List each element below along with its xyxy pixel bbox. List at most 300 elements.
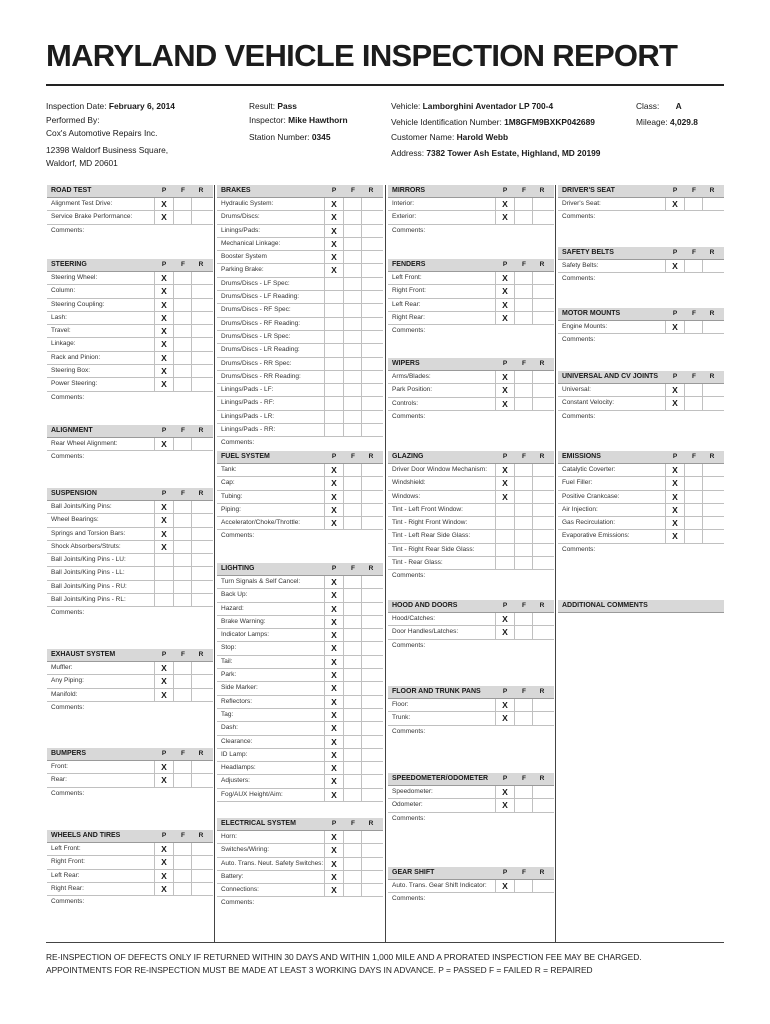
checkbox-repaired[interactable] bbox=[361, 358, 380, 370]
checkbox-repaired[interactable] bbox=[361, 304, 380, 316]
checkbox-fail[interactable] bbox=[514, 384, 533, 396]
checkbox-fail[interactable] bbox=[173, 662, 192, 674]
comments-row[interactable] bbox=[217, 897, 383, 909]
checkbox-repaired[interactable] bbox=[361, 884, 380, 896]
checkbox-repaired[interactable] bbox=[532, 799, 551, 811]
checkbox-repaired[interactable] bbox=[532, 464, 551, 476]
checkbox-repaired[interactable] bbox=[191, 528, 210, 540]
checkbox-pass[interactable]: X bbox=[495, 371, 514, 383]
checkbox-fail[interactable] bbox=[173, 567, 192, 579]
checkbox-pass[interactable]: X bbox=[495, 285, 514, 297]
checkbox-repaired[interactable] bbox=[191, 501, 210, 513]
checkbox-fail[interactable] bbox=[514, 464, 533, 476]
checkbox-pass[interactable]: X bbox=[495, 880, 514, 892]
checkbox-fail[interactable] bbox=[343, 477, 362, 489]
checkbox-pass[interactable]: X bbox=[324, 264, 343, 276]
checkbox-fail[interactable] bbox=[684, 530, 703, 542]
checkbox-repaired[interactable] bbox=[361, 198, 380, 210]
checkbox-pass[interactable]: X bbox=[324, 844, 343, 856]
checkbox-pass[interactable]: X bbox=[495, 712, 514, 724]
checkbox-repaired[interactable] bbox=[532, 504, 551, 516]
checkbox-fail[interactable] bbox=[343, 656, 362, 668]
checkbox-fail[interactable] bbox=[343, 291, 362, 303]
checkbox-fail[interactable] bbox=[173, 325, 192, 337]
checkbox-repaired[interactable] bbox=[532, 557, 551, 569]
checkbox-fail[interactable] bbox=[173, 689, 192, 701]
checkbox-pass[interactable] bbox=[324, 411, 343, 423]
checkbox-repaired[interactable] bbox=[702, 530, 721, 542]
checkbox-fail[interactable] bbox=[173, 541, 192, 553]
checkbox-fail[interactable] bbox=[514, 712, 533, 724]
checkbox-pass[interactable] bbox=[154, 581, 173, 593]
checkbox-repaired[interactable] bbox=[702, 198, 721, 210]
comments-row[interactable] bbox=[388, 225, 554, 237]
checkbox-repaired[interactable] bbox=[361, 616, 380, 628]
checkbox-repaired[interactable] bbox=[361, 603, 380, 615]
comments-row[interactable] bbox=[388, 813, 554, 825]
checkbox-repaired[interactable] bbox=[532, 312, 551, 324]
checkbox-fail[interactable] bbox=[343, 669, 362, 681]
checkbox-pass[interactable] bbox=[154, 554, 173, 566]
checkbox-fail[interactable] bbox=[343, 504, 362, 516]
checkbox-pass[interactable] bbox=[495, 530, 514, 542]
checkbox-fail[interactable] bbox=[173, 528, 192, 540]
checkbox-fail[interactable] bbox=[343, 736, 362, 748]
checkbox-pass[interactable]: X bbox=[495, 799, 514, 811]
checkbox-repaired[interactable] bbox=[361, 397, 380, 409]
checkbox-repaired[interactable] bbox=[532, 530, 551, 542]
checkbox-pass[interactable]: X bbox=[495, 398, 514, 410]
checkbox-fail[interactable] bbox=[514, 613, 533, 625]
checkbox-repaired[interactable] bbox=[702, 464, 721, 476]
checkbox-repaired[interactable] bbox=[532, 477, 551, 489]
checkbox-pass[interactable]: X bbox=[154, 675, 173, 687]
checkbox-pass[interactable] bbox=[495, 504, 514, 516]
checkbox-repaired[interactable] bbox=[191, 299, 210, 311]
checkbox-pass[interactable]: X bbox=[324, 464, 343, 476]
checkbox-repaired[interactable] bbox=[361, 576, 380, 588]
comments-row[interactable] bbox=[217, 530, 383, 542]
checkbox-fail[interactable] bbox=[173, 514, 192, 526]
checkbox-pass[interactable]: X bbox=[324, 211, 343, 223]
checkbox-fail[interactable] bbox=[514, 371, 533, 383]
checkbox-pass[interactable]: X bbox=[154, 501, 173, 513]
checkbox-pass[interactable]: X bbox=[154, 312, 173, 324]
checkbox-repaired[interactable] bbox=[361, 424, 380, 436]
checkbox-pass[interactable] bbox=[324, 291, 343, 303]
checkbox-fail[interactable] bbox=[514, 699, 533, 711]
comments-row[interactable] bbox=[388, 893, 554, 905]
checkbox-repaired[interactable] bbox=[361, 762, 380, 774]
checkbox-fail[interactable] bbox=[173, 870, 192, 882]
checkbox-repaired[interactable] bbox=[361, 669, 380, 681]
checkbox-fail[interactable] bbox=[343, 344, 362, 356]
checkbox-fail[interactable] bbox=[514, 880, 533, 892]
checkbox-repaired[interactable] bbox=[191, 554, 210, 566]
checkbox-pass[interactable]: X bbox=[665, 491, 684, 503]
checkbox-pass[interactable]: X bbox=[154, 365, 173, 377]
checkbox-pass[interactable]: X bbox=[495, 312, 514, 324]
checkbox-fail[interactable] bbox=[343, 576, 362, 588]
checkbox-repaired[interactable] bbox=[361, 384, 380, 396]
checkbox-fail[interactable] bbox=[173, 843, 192, 855]
checkbox-repaired[interactable] bbox=[361, 844, 380, 856]
checkbox-pass[interactable]: X bbox=[665, 517, 684, 529]
checkbox-pass[interactable]: X bbox=[154, 285, 173, 297]
checkbox-pass[interactable]: X bbox=[495, 626, 514, 638]
checkbox-fail[interactable] bbox=[684, 504, 703, 516]
checkbox-fail[interactable] bbox=[343, 858, 362, 870]
checkbox-fail[interactable] bbox=[343, 225, 362, 237]
checkbox-repaired[interactable] bbox=[191, 312, 210, 324]
checkbox-pass[interactable]: X bbox=[154, 774, 173, 786]
checkbox-pass[interactable]: X bbox=[154, 272, 173, 284]
checkbox-fail[interactable] bbox=[514, 198, 533, 210]
checkbox-repaired[interactable] bbox=[191, 438, 210, 450]
checkbox-repaired[interactable] bbox=[361, 491, 380, 503]
checkbox-fail[interactable] bbox=[343, 371, 362, 383]
checkbox-repaired[interactable] bbox=[191, 774, 210, 786]
checkbox-repaired[interactable] bbox=[532, 272, 551, 284]
checkbox-fail[interactable] bbox=[343, 762, 362, 774]
checkbox-repaired[interactable] bbox=[532, 299, 551, 311]
checkbox-repaired[interactable] bbox=[191, 761, 210, 773]
checkbox-fail[interactable] bbox=[173, 594, 192, 606]
checkbox-fail[interactable] bbox=[343, 358, 362, 370]
checkbox-repaired[interactable] bbox=[532, 285, 551, 297]
checkbox-pass[interactable]: X bbox=[324, 589, 343, 601]
checkbox-repaired[interactable] bbox=[702, 321, 721, 333]
checkbox-fail[interactable] bbox=[173, 581, 192, 593]
checkbox-pass[interactable]: X bbox=[665, 530, 684, 542]
checkbox-repaired[interactable] bbox=[191, 843, 210, 855]
checkbox-fail[interactable] bbox=[173, 198, 192, 210]
checkbox-pass[interactable]: X bbox=[154, 528, 173, 540]
checkbox-fail[interactable] bbox=[343, 411, 362, 423]
comments-row[interactable] bbox=[47, 702, 213, 714]
checkbox-fail[interactable] bbox=[514, 272, 533, 284]
checkbox-fail[interactable] bbox=[343, 775, 362, 787]
checkbox-pass[interactable] bbox=[324, 358, 343, 370]
checkbox-repaired[interactable] bbox=[191, 352, 210, 364]
checkbox-pass[interactable]: X bbox=[495, 299, 514, 311]
checkbox-pass[interactable]: X bbox=[154, 883, 173, 895]
checkbox-pass[interactable]: X bbox=[665, 397, 684, 409]
checkbox-repaired[interactable] bbox=[361, 371, 380, 383]
checkbox-pass[interactable]: X bbox=[495, 272, 514, 284]
comments-row[interactable] bbox=[47, 607, 213, 619]
checkbox-fail[interactable] bbox=[684, 397, 703, 409]
checkbox-fail[interactable] bbox=[173, 774, 192, 786]
checkbox-pass[interactable]: X bbox=[665, 504, 684, 516]
checkbox-fail[interactable] bbox=[684, 260, 703, 272]
checkbox-fail[interactable] bbox=[343, 603, 362, 615]
checkbox-fail[interactable] bbox=[514, 211, 533, 223]
checkbox-repaired[interactable] bbox=[191, 325, 210, 337]
checkbox-repaired[interactable] bbox=[361, 629, 380, 641]
checkbox-fail[interactable] bbox=[514, 530, 533, 542]
checkbox-repaired[interactable] bbox=[702, 477, 721, 489]
checkbox-fail[interactable] bbox=[343, 642, 362, 654]
checkbox-repaired[interactable] bbox=[191, 581, 210, 593]
checkbox-repaired[interactable] bbox=[361, 411, 380, 423]
checkbox-repaired[interactable] bbox=[532, 544, 551, 556]
checkbox-repaired[interactable] bbox=[361, 775, 380, 787]
checkbox-pass[interactable] bbox=[324, 318, 343, 330]
checkbox-pass[interactable] bbox=[154, 594, 173, 606]
checkbox-pass[interactable]: X bbox=[324, 225, 343, 237]
checkbox-fail[interactable] bbox=[173, 338, 192, 350]
checkbox-fail[interactable] bbox=[343, 722, 362, 734]
checkbox-repaired[interactable] bbox=[361, 278, 380, 290]
checkbox-repaired[interactable] bbox=[191, 856, 210, 868]
checkbox-pass[interactable] bbox=[324, 397, 343, 409]
comments-row[interactable] bbox=[47, 896, 213, 908]
checkbox-fail[interactable] bbox=[343, 844, 362, 856]
checkbox-pass[interactable]: X bbox=[495, 786, 514, 798]
checkbox-pass[interactable] bbox=[324, 424, 343, 436]
checkbox-repaired[interactable] bbox=[702, 504, 721, 516]
checkbox-fail[interactable] bbox=[343, 384, 362, 396]
checkbox-fail[interactable] bbox=[684, 464, 703, 476]
checkbox-repaired[interactable] bbox=[361, 656, 380, 668]
checkbox-fail[interactable] bbox=[343, 331, 362, 343]
additional-comments-area[interactable] bbox=[558, 613, 724, 933]
checkbox-repaired[interactable] bbox=[191, 338, 210, 350]
checkbox-repaired[interactable] bbox=[361, 696, 380, 708]
checkbox-repaired[interactable] bbox=[702, 260, 721, 272]
checkbox-pass[interactable]: X bbox=[324, 504, 343, 516]
checkbox-pass[interactable] bbox=[324, 384, 343, 396]
checkbox-pass[interactable]: X bbox=[495, 464, 514, 476]
checkbox-fail[interactable] bbox=[173, 285, 192, 297]
checkbox-fail[interactable] bbox=[514, 504, 533, 516]
checkbox-fail[interactable] bbox=[684, 384, 703, 396]
checkbox-fail[interactable] bbox=[343, 749, 362, 761]
comments-row[interactable] bbox=[47, 225, 213, 237]
checkbox-fail[interactable] bbox=[173, 554, 192, 566]
checkbox-fail[interactable] bbox=[173, 352, 192, 364]
checkbox-pass[interactable]: X bbox=[324, 762, 343, 774]
comments-row[interactable] bbox=[388, 325, 554, 337]
checkbox-pass[interactable]: X bbox=[324, 603, 343, 615]
checkbox-repaired[interactable] bbox=[361, 344, 380, 356]
checkbox-repaired[interactable] bbox=[361, 504, 380, 516]
checkbox-repaired[interactable] bbox=[361, 871, 380, 883]
checkbox-pass[interactable]: X bbox=[154, 761, 173, 773]
checkbox-pass[interactable]: X bbox=[495, 491, 514, 503]
checkbox-pass[interactable]: X bbox=[495, 477, 514, 489]
checkbox-fail[interactable] bbox=[343, 517, 362, 529]
checkbox-repaired[interactable] bbox=[191, 594, 210, 606]
comments-row[interactable] bbox=[388, 570, 554, 582]
checkbox-pass[interactable]: X bbox=[324, 858, 343, 870]
checkbox-repaired[interactable] bbox=[191, 211, 210, 223]
comments-row[interactable] bbox=[558, 211, 724, 223]
checkbox-repaired[interactable] bbox=[532, 198, 551, 210]
checkbox-fail[interactable] bbox=[343, 424, 362, 436]
checkbox-repaired[interactable] bbox=[702, 384, 721, 396]
comments-row[interactable] bbox=[558, 334, 724, 346]
checkbox-pass[interactable]: X bbox=[324, 749, 343, 761]
comments-row[interactable] bbox=[47, 788, 213, 800]
checkbox-fail[interactable] bbox=[514, 786, 533, 798]
checkbox-fail[interactable] bbox=[173, 211, 192, 223]
checkbox-fail[interactable] bbox=[514, 285, 533, 297]
checkbox-pass[interactable]: X bbox=[324, 656, 343, 668]
checkbox-pass[interactable] bbox=[324, 371, 343, 383]
comments-row[interactable] bbox=[388, 640, 554, 652]
checkbox-fail[interactable] bbox=[343, 251, 362, 263]
checkbox-repaired[interactable] bbox=[361, 264, 380, 276]
checkbox-pass[interactable]: X bbox=[324, 884, 343, 896]
checkbox-fail[interactable] bbox=[684, 321, 703, 333]
comments-row[interactable] bbox=[47, 451, 213, 463]
checkbox-pass[interactable]: X bbox=[154, 843, 173, 855]
checkbox-fail[interactable] bbox=[343, 709, 362, 721]
checkbox-pass[interactable]: X bbox=[324, 722, 343, 734]
checkbox-pass[interactable]: X bbox=[154, 514, 173, 526]
checkbox-repaired[interactable] bbox=[361, 709, 380, 721]
checkbox-fail[interactable] bbox=[684, 517, 703, 529]
checkbox-pass[interactable]: X bbox=[154, 662, 173, 674]
checkbox-fail[interactable] bbox=[514, 312, 533, 324]
checkbox-repaired[interactable] bbox=[361, 291, 380, 303]
checkbox-repaired[interactable] bbox=[191, 198, 210, 210]
checkbox-pass[interactable]: X bbox=[154, 541, 173, 553]
checkbox-repaired[interactable] bbox=[361, 211, 380, 223]
checkbox-fail[interactable] bbox=[514, 477, 533, 489]
checkbox-pass[interactable]: X bbox=[154, 211, 173, 223]
checkbox-repaired[interactable] bbox=[191, 675, 210, 687]
checkbox-repaired[interactable] bbox=[361, 331, 380, 343]
checkbox-pass[interactable] bbox=[324, 331, 343, 343]
checkbox-pass[interactable]: X bbox=[154, 299, 173, 311]
checkbox-repaired[interactable] bbox=[361, 831, 380, 843]
checkbox-pass[interactable]: X bbox=[154, 438, 173, 450]
checkbox-repaired[interactable] bbox=[361, 251, 380, 263]
checkbox-pass[interactable]: X bbox=[324, 682, 343, 694]
checkbox-pass[interactable]: X bbox=[154, 325, 173, 337]
checkbox-repaired[interactable] bbox=[361, 858, 380, 870]
checkbox-fail[interactable] bbox=[173, 438, 192, 450]
checkbox-repaired[interactable] bbox=[191, 285, 210, 297]
checkbox-fail[interactable] bbox=[343, 211, 362, 223]
checkbox-pass[interactable]: X bbox=[495, 211, 514, 223]
checkbox-pass[interactable]: X bbox=[665, 321, 684, 333]
checkbox-repaired[interactable] bbox=[532, 712, 551, 724]
checkbox-repaired[interactable] bbox=[191, 689, 210, 701]
checkbox-repaired[interactable] bbox=[361, 589, 380, 601]
comments-row[interactable] bbox=[388, 411, 554, 423]
comments-row[interactable] bbox=[217, 437, 383, 449]
checkbox-repaired[interactable] bbox=[532, 384, 551, 396]
checkbox-fail[interactable] bbox=[343, 871, 362, 883]
checkbox-repaired[interactable] bbox=[191, 662, 210, 674]
checkbox-pass[interactable] bbox=[324, 278, 343, 290]
checkbox-repaired[interactable] bbox=[361, 238, 380, 250]
checkbox-repaired[interactable] bbox=[361, 464, 380, 476]
checkbox-pass[interactable]: X bbox=[324, 477, 343, 489]
checkbox-pass[interactable]: X bbox=[324, 871, 343, 883]
checkbox-pass[interactable]: X bbox=[665, 464, 684, 476]
checkbox-pass[interactable]: X bbox=[665, 198, 684, 210]
checkbox-repaired[interactable] bbox=[361, 749, 380, 761]
checkbox-fail[interactable] bbox=[343, 616, 362, 628]
checkbox-fail[interactable] bbox=[514, 398, 533, 410]
checkbox-pass[interactable]: X bbox=[495, 384, 514, 396]
comments-row[interactable] bbox=[558, 411, 724, 423]
checkbox-repaired[interactable] bbox=[191, 870, 210, 882]
checkbox-fail[interactable] bbox=[343, 318, 362, 330]
checkbox-repaired[interactable] bbox=[361, 477, 380, 489]
checkbox-fail[interactable] bbox=[173, 312, 192, 324]
checkbox-pass[interactable]: X bbox=[324, 642, 343, 654]
checkbox-pass[interactable]: X bbox=[154, 352, 173, 364]
checkbox-fail[interactable] bbox=[343, 696, 362, 708]
checkbox-pass[interactable]: X bbox=[324, 831, 343, 843]
checkbox-fail[interactable] bbox=[684, 491, 703, 503]
checkbox-fail[interactable] bbox=[684, 198, 703, 210]
checkbox-pass[interactable]: X bbox=[154, 378, 173, 390]
checkbox-pass[interactable]: X bbox=[324, 517, 343, 529]
checkbox-repaired[interactable] bbox=[532, 491, 551, 503]
checkbox-repaired[interactable] bbox=[191, 883, 210, 895]
checkbox-pass[interactable] bbox=[154, 567, 173, 579]
checkbox-fail[interactable] bbox=[173, 378, 192, 390]
checkbox-fail[interactable] bbox=[343, 198, 362, 210]
checkbox-repaired[interactable] bbox=[532, 371, 551, 383]
checkbox-fail[interactable] bbox=[514, 557, 533, 569]
checkbox-fail[interactable] bbox=[684, 477, 703, 489]
checkbox-pass[interactable] bbox=[324, 344, 343, 356]
checkbox-pass[interactable]: X bbox=[324, 198, 343, 210]
checkbox-repaired[interactable] bbox=[191, 365, 210, 377]
checkbox-pass[interactable]: X bbox=[324, 775, 343, 787]
checkbox-pass[interactable]: X bbox=[154, 870, 173, 882]
checkbox-fail[interactable] bbox=[173, 856, 192, 868]
checkbox-pass[interactable]: X bbox=[324, 669, 343, 681]
checkbox-fail[interactable] bbox=[343, 589, 362, 601]
checkbox-pass[interactable]: X bbox=[665, 260, 684, 272]
checkbox-repaired[interactable] bbox=[532, 211, 551, 223]
checkbox-repaired[interactable] bbox=[702, 491, 721, 503]
checkbox-repaired[interactable] bbox=[702, 397, 721, 409]
checkbox-fail[interactable] bbox=[343, 491, 362, 503]
checkbox-pass[interactable]: X bbox=[665, 384, 684, 396]
checkbox-pass[interactable]: X bbox=[324, 616, 343, 628]
checkbox-repaired[interactable] bbox=[532, 699, 551, 711]
checkbox-fail[interactable] bbox=[343, 831, 362, 843]
checkbox-repaired[interactable] bbox=[191, 514, 210, 526]
checkbox-fail[interactable] bbox=[173, 675, 192, 687]
checkbox-pass[interactable]: X bbox=[324, 696, 343, 708]
checkbox-fail[interactable] bbox=[514, 299, 533, 311]
checkbox-fail[interactable] bbox=[173, 883, 192, 895]
checkbox-fail[interactable] bbox=[343, 278, 362, 290]
checkbox-repaired[interactable] bbox=[532, 398, 551, 410]
checkbox-fail[interactable] bbox=[173, 299, 192, 311]
checkbox-fail[interactable] bbox=[514, 626, 533, 638]
checkbox-fail[interactable] bbox=[343, 629, 362, 641]
checkbox-pass[interactable]: X bbox=[324, 251, 343, 263]
checkbox-pass[interactable] bbox=[324, 304, 343, 316]
checkbox-repaired[interactable] bbox=[532, 880, 551, 892]
checkbox-fail[interactable] bbox=[343, 682, 362, 694]
checkbox-pass[interactable]: X bbox=[324, 491, 343, 503]
checkbox-repaired[interactable] bbox=[361, 517, 380, 529]
checkbox-repaired[interactable] bbox=[702, 517, 721, 529]
